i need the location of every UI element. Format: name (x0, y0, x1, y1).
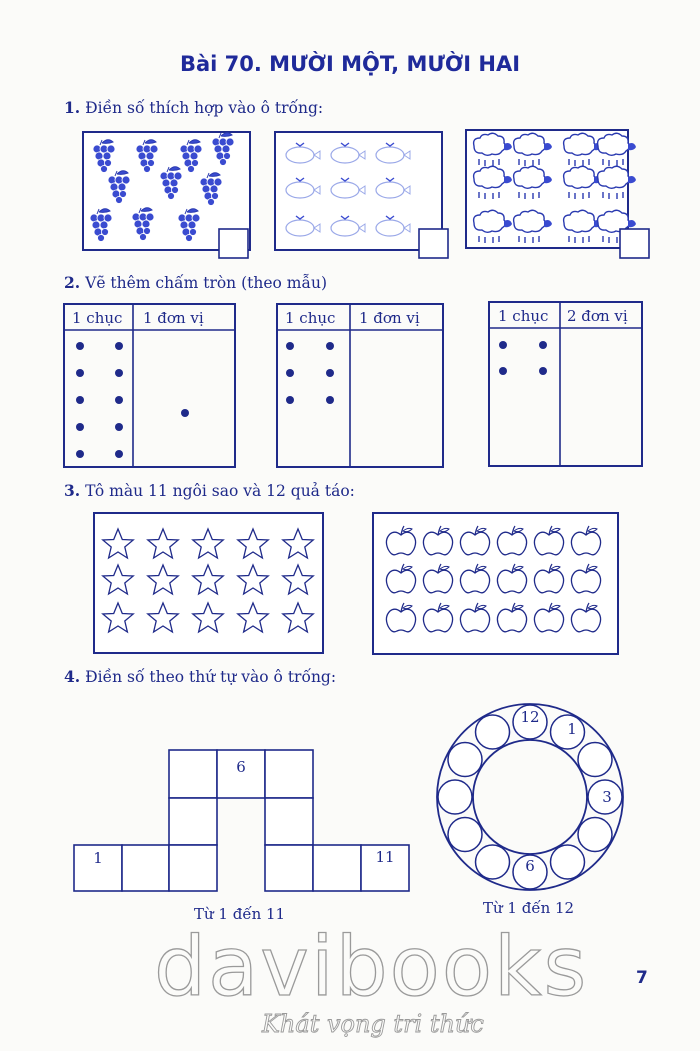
question-3-text: Tô màu 11 ngôi sao và 12 quả táo: (85, 482, 355, 500)
table-3-tens-header: 1 chục (498, 307, 549, 325)
question-2-text: Vẽ thêm chấm tròn (theo mẫu) (85, 274, 328, 292)
watermark-brand: davibooks (154, 920, 589, 1015)
table-2-units-header: 1 đơn vị (359, 309, 420, 327)
question-4-number: 4. (64, 667, 81, 686)
question-3-number: 3. (64, 481, 81, 500)
question-2-number: 2. (64, 273, 81, 292)
ring-slot[interactable] (438, 780, 472, 814)
faint-animals-picture (275, 132, 442, 250)
ring-slot[interactable] (448, 818, 482, 852)
question-1-number: 1. (64, 98, 81, 117)
ring-caption: Từ 1 đến 12 (483, 899, 575, 917)
ring-slot[interactable] (551, 845, 585, 879)
question-4 (64, 667, 336, 686)
ring-value-3: 3 (602, 788, 612, 806)
answer-box-grapes[interactable] (219, 229, 248, 258)
dot-table-1 (64, 304, 235, 467)
dot-table-2-dots (286, 342, 334, 404)
ring-value-1: 1 (567, 720, 577, 738)
question-3 (64, 481, 355, 500)
step-box-value-1: 1 (93, 849, 103, 867)
table-3-units-header: 2 đơn vị (567, 307, 628, 325)
step-box-value-6: 6 (236, 758, 246, 776)
steps-caption: Từ 1 đến 11 (194, 905, 286, 923)
answer-box-faint[interactable] (419, 229, 448, 258)
question-1-text: Điền số thích hợp vào ô trống: (85, 99, 324, 117)
ring-slot[interactable] (476, 715, 510, 749)
ring-slot[interactable] (448, 743, 482, 777)
question-4-text: Điền số theo thứ tự vào ô trống: (85, 668, 337, 686)
ring-value-12: 12 (520, 708, 540, 726)
table-1-units-header: 1 đơn vị (143, 309, 204, 327)
dot-table-2[interactable] (277, 304, 443, 467)
page-number: 7 (636, 968, 648, 988)
watermark-slogan: Khát vọng tri thức (262, 1010, 484, 1038)
dot-table-3-dots (499, 341, 547, 375)
page-title: Bài 70. MƯỜI MỘT, MƯỜI HAI (179, 52, 521, 76)
dot-table-3[interactable] (489, 302, 642, 466)
question-2 (64, 273, 327, 292)
ring-slot[interactable] (578, 818, 612, 852)
answer-box-sheep[interactable] (620, 229, 649, 258)
ring-slot[interactable] (476, 845, 510, 879)
apples-box (373, 513, 618, 654)
table-1-tens-header: 1 chục (72, 309, 123, 327)
table-2-tens-header: 1 chục (285, 309, 336, 327)
sheep-picture (466, 130, 636, 248)
ring-slot[interactable] (578, 743, 612, 777)
ring-value-6: 6 (525, 857, 535, 875)
step-box-value-11: 11 (375, 848, 395, 866)
